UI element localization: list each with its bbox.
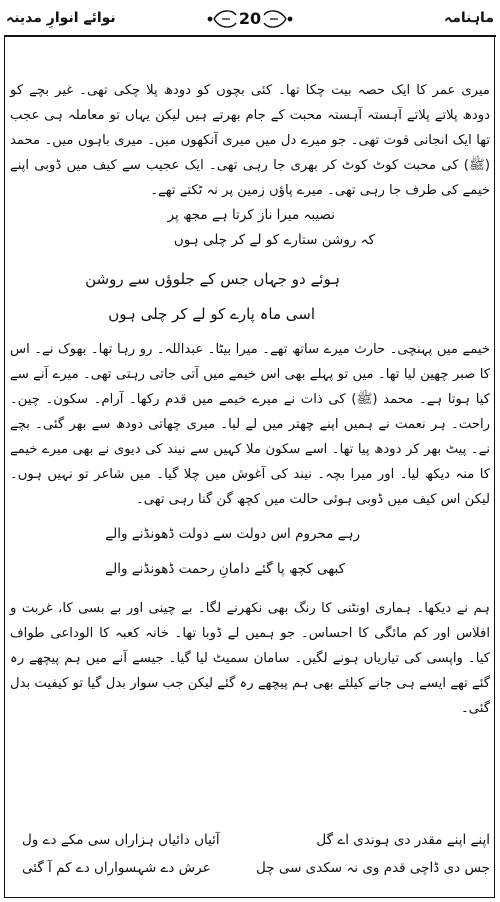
couplet-2-second-half: عرش دے شہسواراں دے کم آ گئی: [22, 860, 211, 876]
verse-line-1: نصیبہ میرا ناز کرتا ہے مجھ پر: [167, 207, 335, 223]
page-number: 20: [238, 9, 262, 28]
verse-line-6: کبھی کچھ پا گئے دامانِ رحمت ڈھونڈنے والے: [105, 561, 345, 577]
punjabi-couplets: [10, 826, 490, 882]
couplet-1-second-half: آئیاں دائیاں ہزاراں سی مکے دے ول: [22, 832, 220, 848]
verse-line-3: ہوئے دو جہاں جس کے جلوؤں سے روشن: [85, 270, 340, 288]
magazine-title-left: نوائے انوارِ مدینہ: [6, 10, 116, 26]
couplet-1-first-half: اپنے اپنے مقدر دی ہوندی اے گل: [316, 832, 490, 848]
verse-line-5: رہے محروم اس دولت سے دولت ڈھونڈنے والے: [105, 526, 360, 542]
paragraph-1: میری عمر کا ایک حصہ بیت چکا تھا۔ کئی بچوں کو دودھ پلا چکی تھی۔ غیر بچے کو دودھ پلاتے پلاتے آہستہ آہستہ محبت کے جام بھرتے ہیں لیکن یہاں تو معاملہ ہی عجب تھا ایک انجانی قوت تھی۔ جو میرے دل میں میری آنکھوں میں۔ میری باہوں میں۔ محمد (ﷺ) کی محبت کوٹ کوٹ کر بھری جا رہی تھی۔ ایک عجیب سے کیف میں ڈوبی اپنے خیمے کی طرف جا رہی تھی۔ میرے پاؤں زمین پر نہ ٹکتے تھے۔: [10, 83, 490, 198]
verse-line-2: کہ روشن ستارے کو لے کر چلی ہوں: [173, 232, 375, 248]
verse-line-4: اسی ماہ پارے کو لے کر چلی ہوں: [108, 305, 315, 323]
paragraph-3: ہم نے دیکھا۔ ہماری اونٹنی کا رنگ بھی نکھرنے لگا۔ بے چینی اور بے بسی کا، غربت و افلاس اور کم مائگی کا احساس۔ جو ہمیں لے ڈوبا تھا۔ خانہ کعبہ کا الوداعی طواف کیا۔ واپسی کی تیاریاں ہونے لگیں۔ سامان سمیٹ لیا گیا۔ جیسے آنے میں ہم پیچھے رہ گئے تھے ایسے ہی جانے کیلئے بھی ہم پیچھے رہ گئے لیکن جب سوار بدل گیا تو کیفیت بدل گئی۔: [10, 601, 490, 716]
page-number-ornament: [200, 6, 300, 32]
couplet-1: [10, 826, 490, 854]
article-body: [10, 78, 490, 721]
magazine-title-right: ماہنامہ: [444, 10, 494, 26]
paragraph-2: خیمے میں پہنچی۔ حارث میرے ساتھ تھے۔ میرا بیٹا۔ عبداللہ۔ رو رہا تھا۔ بھوک نے۔ اس کا صبر چھین لیا تھا۔ میں تو پہلے بھی اس خیمے میں آتی جاتی رہتی تھی۔ میرے آنے سے کیا ہوتا ہے۔ محمد (ﷺ) کی ذات نے میرے خیمے میں قدم رکھا۔ آرام۔ سکون۔ چین۔ راحت۔ ہر نعمت نے ہمیں اپنے چھتر میں لے لیا۔ میری چھاتی دودھ سے بھر گئی۔ بچے نے۔ پیٹ بھر کر دودھ پیا تھا۔ اسے سکون ملا کہیں سے نیند کی دیوی نے بھی میرے خیمے کا منہ دیکھ لیا۔ اور میرا بچہ۔ نیند کی آغوش میں چلا گیا۔ میں شاعر تو نہیں ہوں۔ لیکن اس کیف میں ڈوبی ہوئی حالت میں کچھ گن گنا رہی تھی۔: [10, 342, 490, 507]
couplet-2: [10, 854, 490, 882]
couplet-2-first-half: جس دی ڈاچی قدم وی نہ سکدی سی چل: [255, 860, 490, 876]
